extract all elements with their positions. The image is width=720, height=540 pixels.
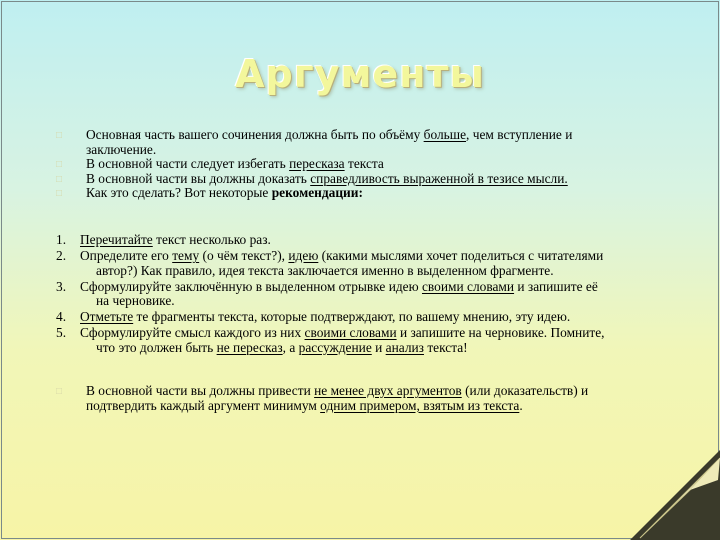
list-text: и запишите на черновике. Помните, — [396, 325, 605, 340]
bullet-text: заключение. — [86, 141, 157, 157]
bold-text: рекомендации: — [271, 185, 363, 200]
list-item — [56, 310, 676, 325]
list-item — [56, 233, 676, 248]
bullet-item — [56, 186, 656, 201]
bullet-marker-icon: □ — [56, 188, 63, 199]
bullet-marker-icon: □ — [56, 173, 63, 185]
list-text: Сформулируйте смысл каждого из них — [80, 325, 305, 340]
bullet-marker-icon: □ — [56, 130, 63, 141]
underlined-text: одним примером, взятым из текста — [320, 397, 520, 413]
bullet-item — [56, 157, 656, 172]
underlined-text: не менее двух аргументов — [314, 383, 462, 398]
list-text: автор?) Как правило, идея текста заключается именно в выделенном фрагменте. — [96, 262, 554, 278]
list-text: текста! — [423, 339, 468, 355]
list-text: на черновике. — [96, 293, 175, 308]
list-item — [56, 326, 676, 355]
bullet-text: Основная часть вашего сочинения должна быть по объёму — [86, 127, 424, 142]
bullet-item — [56, 128, 656, 157]
bullet-text: подтвердить каждый аргумент минимум — [86, 397, 321, 413]
underlined-text: своими словами — [304, 325, 397, 340]
bullet-text: Как это сделать? Вот некоторые — [86, 185, 272, 200]
bullet-marker-icon: □ — [56, 159, 63, 170]
list-text: (какими мыслями хочет поделиться с читателями — [318, 248, 604, 263]
underlined-text: Отметьте — [80, 309, 134, 324]
list-text: (о чём текст?), — [199, 248, 289, 263]
list-number: 1. — [56, 232, 67, 247]
bullet-text: В основной части вы должны привести — [86, 383, 315, 398]
bullet-text: (или доказательств) и — [461, 383, 589, 398]
list-text: что это должен быть — [96, 339, 217, 355]
underlined-text: справедливость выраженной в тезисе мысли. — [310, 170, 568, 186]
underlined-text: своими словами — [421, 278, 515, 294]
bullet-item — [56, 172, 656, 187]
list-number: 3. — [56, 278, 67, 294]
list-number: 5. — [56, 325, 67, 340]
list-text: те фрагменты текста, которые подтверждают, по вашему мнению, эту идею. — [133, 309, 571, 324]
list-text: текст несколько раз. — [152, 232, 271, 247]
underlined-text: Перечитайте — [80, 232, 153, 247]
bullet-text: В основной части вы должны доказать — [86, 170, 311, 186]
final-bullet — [56, 384, 676, 413]
underlined-text: идею — [288, 248, 319, 263]
underlined-text: не пересказ — [216, 339, 283, 355]
bullet-list — [56, 128, 656, 201]
page-curl-icon — [630, 450, 720, 540]
underlined-text: тему — [172, 248, 200, 263]
list-text: и запишите её — [514, 278, 598, 294]
list-item — [56, 280, 676, 309]
list-text: и — [371, 339, 386, 355]
bullet-text: В основной части следует избегать — [86, 156, 290, 171]
underlined-text: больше — [423, 127, 467, 142]
bullet-text: . — [519, 397, 523, 413]
list-item — [56, 249, 676, 278]
slide-title: Аргументы — [235, 52, 485, 96]
list-number: 4. — [56, 309, 67, 324]
list-text: , а — [282, 339, 299, 355]
list-text: Определите его — [80, 248, 173, 263]
bullet-marker-icon: □ — [56, 386, 63, 397]
underlined-text: рассуждение — [298, 339, 372, 355]
list-number: 2. — [56, 248, 67, 263]
list-text: Сформулируйте заключённую в выделенном отрывке идею — [80, 278, 422, 294]
underlined-text: анализ — [385, 339, 424, 355]
bullet-text: текста — [344, 156, 384, 171]
bullet-item — [56, 384, 676, 413]
bullet-text: , чем вступление и — [466, 127, 573, 142]
numbered-list — [56, 233, 676, 357]
underlined-text: пересказа — [289, 156, 345, 171]
